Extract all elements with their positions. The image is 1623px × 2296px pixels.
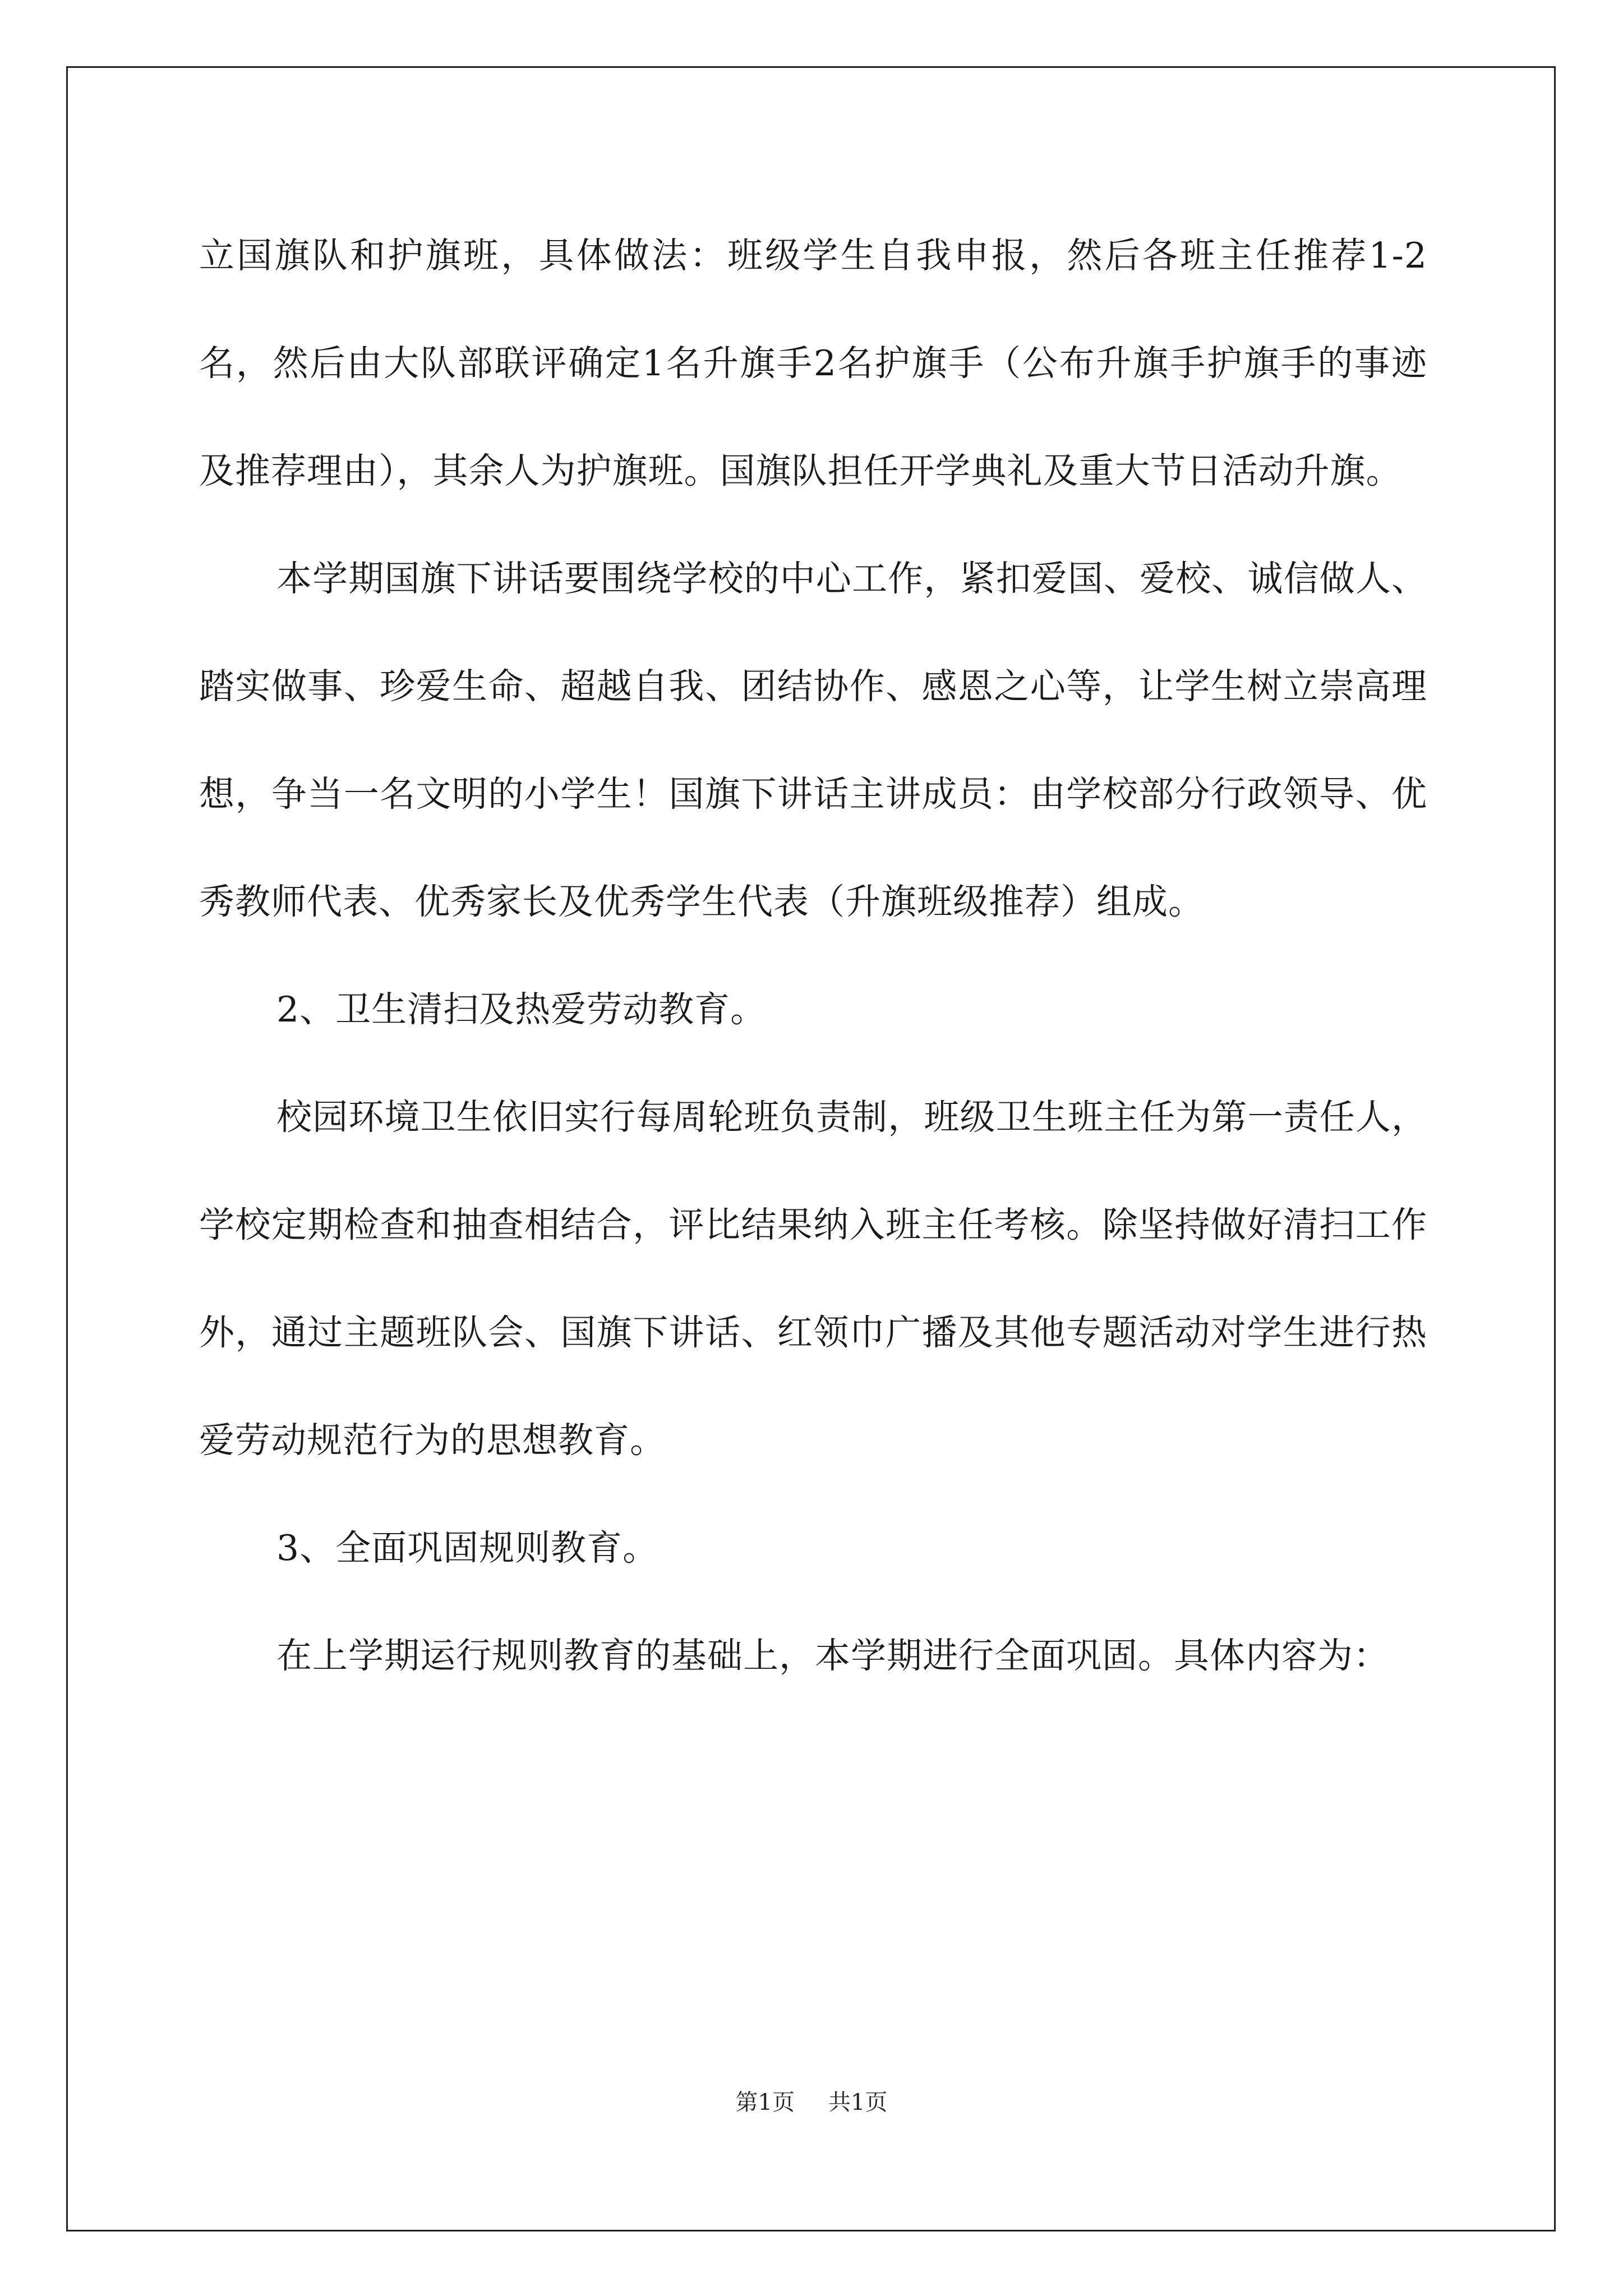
document-body [199, 202, 1427, 1710]
paragraph-flag-speech: 本学期国旗下讲话要围绕学校的中心工作，紧扣爱国、爱校、诚信做人、踏实做事、珍爱生命、超越自我、团结协作、感恩之心等，让学生树立崇高理想，争当一名文明的小学生！国旗下讲话主讲成员：由学校部分行政领导、优秀教师代表、优秀家长及优秀学生代表（升旗班级推荐）组成。 [199, 558, 1427, 922]
paragraph-flag-team: 立国旗队和护旗班，具体做法：班级学生自我申报，然后各班主任推荐1-2名，然后由大队部联评确定1名升旗手2名护旗手（公布升旗手护旗手的事迹及推荐理由），其余人为护旗班。国旗队担任开学典礼及重大节日活动升旗。 [199, 235, 1427, 491]
paragraph-rules-education: 在上学期运行规则教育的基础上，本学期进行全面巩固。具体内容为： [276, 1635, 1389, 1676]
page-number: 第1页 [735, 2090, 795, 2115]
heading-hygiene-labor: 2、卫生清扫及热爱劳动教育。 [276, 989, 767, 1030]
heading-rules-education: 3、全面巩固规则教育。 [276, 1527, 659, 1568]
page-footer [0, 2086, 1623, 2119]
page-total: 共1页 [828, 2090, 888, 2115]
paragraph-hygiene-labor: 校园环境卫生依旧实行每周轮班负责制，班级卫生班主任为第一责任人，学校定期检查和抽查相结合，评比结果纳入班主任考核。除坚持做好清扫工作外，通过主题班队会、国旗下讲话、红领巾广播及其他专题活动对学生进行热爱劳动规范行为的思想教育。 [199, 1097, 1427, 1461]
